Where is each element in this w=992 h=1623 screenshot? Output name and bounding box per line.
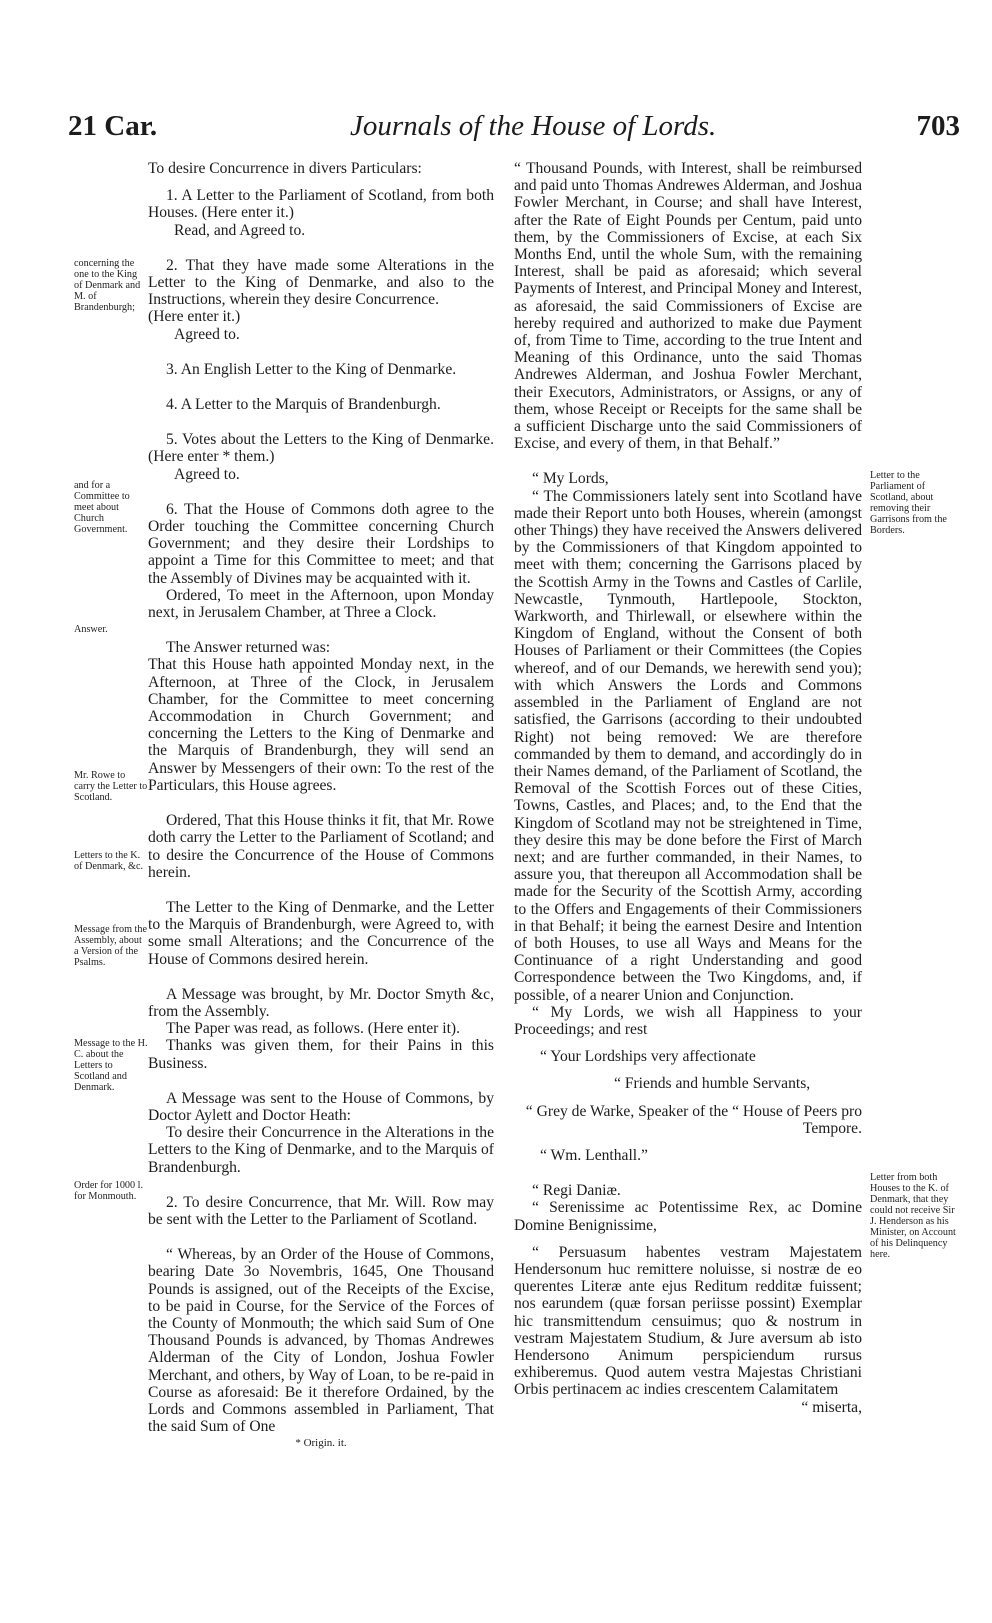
paragraph: 6. That the House of Commons doth agree to the Order touching the Committee concerning Church Government; and they desire their Lordships to appoint a Time for this Committee to meet; and that the Assembly of Divines may be acquainted with it. — [148, 500, 494, 587]
margin-note: Letters to the K. of Denmark, &c. — [74, 850, 144, 872]
paragraph: The Paper was read, as follows. (Here enter it). — [166, 1020, 460, 1038]
paragraph: “ My Lords, we wish all Happiness to your Proceedings; and rest — [514, 1003, 862, 1038]
paragraph: The Letter to the King of Denmarke, and the Letter to the Marquis of Brandenburgh, were Agreed to, with some small Alterations; and the Concurrence of the House of Commons desired herein. — [148, 898, 494, 968]
paragraph: (Here enter it.) — [148, 308, 241, 326]
paragraph: “ The Commissioners lately sent into Scotland have made their Report unto both Houses, wherein (amongst other Things) they have received the Answers delivered by the Commissioners of that Kingdom appointed to meet with them; concerning the Garrisons placed by the Scottish Army in the Towns and Castles of Carlile, Newcastle, Tynmouth, Hartlepoole, Stockton, Warkworth, and Thirlewall, or elsewhere within the Kingdom of England, without the Consent of both Houses of Parliament or their Committees (the Copies whereof, and of our Demands, we herewith send you); with which Answers the Lords and Commons assembled in the Parliament of England are not satisfied, the Garrisons (according to their undoubted Right) not being removed: We are therefore commanded by them to demand, and accordingly do in their Names demand, of the Parliament of Scotland, the Removal of the Scottish Forces out of these Cities, Towns, Castles, and Places; and, to the End that the Kingdom of Scotland may not be streightened in Time, they desire this may be done before the First of March next; and are further commanded, in their Names, to assure you, that thereupon all Accommodation shall be made for the Security of the Scottish Army, according to the Offers and Engagements of their Commissioners in that Behalf; it being the earnest Desire and Intention of both Houses, to use all Ways and Means for the Continuance of a right Understanding and good Correspondence between the Two Kingdoms, and, if possible, of a nearer Union and Conjunction. — [514, 487, 862, 1004]
paragraph: Thanks was given them, for their Pains in this Business. — [148, 1037, 494, 1072]
margin-note: Letter to the Parliament of Scotland, about removing their Garrisons from the Borders. — [870, 470, 947, 536]
paragraph: “ Serenissime ac Potentissime Rex, ac Domine Domine Benignissime, — [514, 1199, 862, 1234]
paragraph: “ Persuasum habentes vestram Majestatem Hendersonum huc remittere noluisse, si nostræ de eo querentes Literæ ante ejus Reditum redditæ fuissent; nos earundem (quæ forsan periisse possint) Exemplar hic transmittendum censuimus; quo & nostrum in vestram Majestatem Studium, & Jure aversum ab isto Hendersono Animum perspiciendum rursus exhiberemus. Quod autem vestra Majestas Christiani Orbis pertinacem ac indies crescentem Calamitatem — [514, 1243, 862, 1399]
paragraph: “ Regi Daniæ. — [532, 1182, 621, 1200]
margin-note: Answer. — [74, 624, 108, 635]
paragraph: 4. A Letter to the Marquis of Brandenburgh. — [166, 396, 441, 414]
paragraph: Read, and Agreed to. — [174, 221, 306, 239]
paragraph: Agreed to. — [174, 465, 240, 483]
paragraph: A Message was brought, by Mr. Doctor Smyth &c, from the Assembly. — [148, 985, 494, 1020]
paragraph: 3. An English Letter to the King of Denmarke. — [166, 360, 457, 378]
paragraph: “ My Lords, — [532, 470, 609, 488]
signature: “ Grey de Warke, Speaker of the “ House of Peers pro Tempore. — [525, 1102, 862, 1137]
paragraph: 5. Votes about the Letters to the King of Denmarke. (Here enter * them.) — [148, 431, 494, 466]
paragraph: To desire Concurrence in divers Particulars: — [148, 160, 422, 177]
paragraph: “ Thousand Pounds, with Interest, shall be reimbursed and paid unto Thomas Andrewes Alderman, and Joshua Fowler Merchant, in Course; and shall have Interest, after the Rate of Eight Pounds per Centum, paid unto them, by the Commissioners of Excise, at each Six Months End, until the whole Sum, with the remaining Interest, shall be paid as aforesaid; which several Payments of Interest, and Principal Money and Interest, as aforesaid, the said Commissioners of Excise are hereby required and authorized to make due Payment of, from Time to Time, according to the true Intent and Meaning of this Ordinance, unto the said Thomas Andrewes Alderman, and Joshua Fowler Merchant, their Executors, Administrators, or Assigns, or any of them, whose Receipt or Receipts for the same shall be a sufficient Discharge unto the said Commissioners of Excise, and every of them, in that Behalf.” — [514, 160, 862, 453]
paragraph: The Answer returned was: — [166, 639, 331, 657]
page-header — [0, 102, 992, 152]
margin-note: Message from the Assembly, about a Version of the Psalms. — [74, 924, 147, 968]
paragraph: “ Friends and humble Servants, — [614, 1075, 811, 1093]
paragraph: Ordered, That this House thinks it fit, that Mr. Rowe doth carry the Letter to the Parliament of Scotland; and to desire the Concurrence of the House of Commons herein. — [148, 812, 494, 881]
margin-note: Message to the H. C. about the Letters to Scotland and Denmark. — [74, 1038, 148, 1093]
signature: “ Wm. Lenthall.” — [540, 1146, 648, 1164]
page-number: 703 — [916, 110, 960, 142]
paragraph: Agreed to. — [174, 325, 240, 343]
journal-title: Journals of the House of Lords. — [350, 110, 717, 142]
paragraph: Ordered, To meet in the Afternoon, upon Monday next, in Jerusalem Chamber, at Three a Clock. — [148, 586, 494, 622]
paragraph: 1. A Letter to the Parliament of Scotland, from both Houses. (Here enter it.) — [148, 187, 494, 222]
paragraph: 2. To desire Concurrence, that Mr. Will. Row may be sent with the Letter to the Parliament of Scotland. — [148, 1193, 494, 1228]
left-column — [148, 160, 494, 1453]
right-column — [514, 160, 862, 1416]
paragraph: 2. That they have made some Alterations in the Letter to the King of Denmarke, and also to the Instructions, wherein they desire Concurrence. — [148, 256, 494, 309]
margin-note: and for a Committee to meet about Church Government. — [74, 480, 130, 535]
paragraph: That this House hath appointed Monday next, in the Afternoon, at Three of the Clock, in Jerusalem Chamber, for the Committee to meet concerning Accommodation in Church Government; and concerning the Letters to the King of Denmarke and the Marquis of Brandenburgh, they will send an Answer by Messengers of their own: To the rest of the Particulars, this House agrees. — [148, 656, 494, 794]
paragraph: A Message was sent to the House of Commons, by Doctor Aylett and Doctor Heath: — [148, 1089, 494, 1124]
footnote: * Origin. it. — [295, 1437, 347, 1450]
margin-note: Order for 1000 l. for Monmouth. — [74, 1180, 144, 1202]
margin-note: concerning the one to the King of Denmark and M. of Brandenburgh; — [74, 258, 141, 313]
margin-note: Mr. Rowe to carry the Letter to Scotland. — [74, 770, 148, 803]
paragraph: “ Whereas, by an Order of the House of Commons, bearing Date 3o Novembris, 1645, One Thousand Pounds is assigned, out of the Receipts of the Excise, to be paid in Course, for the Service of the Forces of the County of Monmouth; the which said Sum of One Thousand Pounds is advanced, by Thomas Andrewes Alderman of the City of London, Joshua Fowler Merchant, and others, by Way of Loan, to be re-paid in Course as aforesaid: Be it therefore Ordained, by the Lords and Commons assembled in Parliament, That the said Sum of One — [148, 1246, 494, 1436]
paragraph: “ Your Lordships very affectionate — [540, 1048, 756, 1066]
catchword: “ miserta, — [801, 1398, 862, 1416]
paragraph: To desire their Concurrence in the Alterations in the Letters to the King of Denmarke, and to the Marquis of Brandenburgh. — [148, 1124, 494, 1176]
margin-note: Letter from both Houses to the K. of Denmark, that they could not receive Sir J. Henderson as his Minister, on Account of his Delinquency here. — [870, 1172, 956, 1260]
regnal-year: 21 Car. — [68, 110, 158, 142]
